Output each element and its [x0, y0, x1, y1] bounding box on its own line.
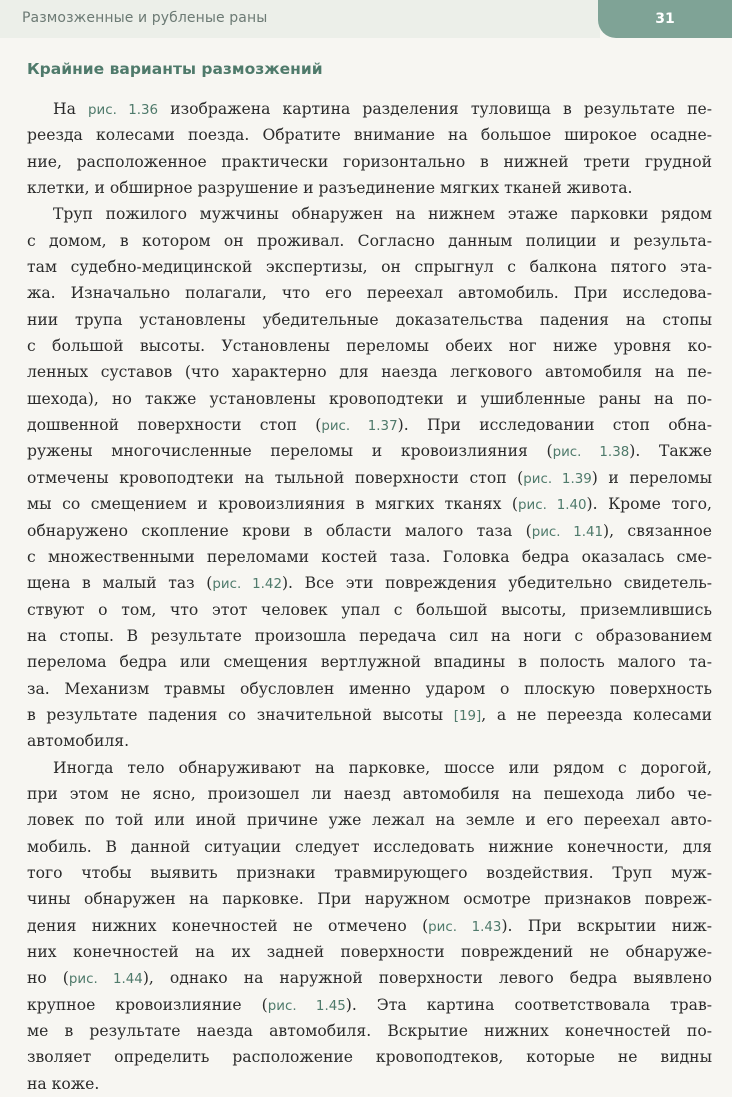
- text-line: [27, 228, 712, 254]
- text-line: [27, 834, 712, 860]
- text-line: [27, 913, 712, 939]
- text-segment: мобиль. В данной ситуации следует исследовать нижние конечности, для: [27, 837, 712, 856]
- text-line: [27, 149, 712, 175]
- text-segment: ). При вскрытии ниж-: [501, 916, 712, 935]
- figure-reference: рис. 1.38: [552, 445, 630, 461]
- text-segment: ствуют о том, что этот человек упал с большой высоты, приземлившись: [27, 600, 712, 619]
- text-segment: ленных суставов (что характерно для наезда легкового автомобиля на пе-: [27, 363, 712, 382]
- figure-reference: рис. 1.43: [428, 919, 502, 935]
- text-segment: за. Механизм травмы обусловлен именно ударом о плоскую поверхность: [27, 679, 712, 698]
- section-heading: Крайние варианты размозжений: [27, 60, 323, 78]
- text-line: [27, 359, 712, 385]
- text-segment: ) и переломы: [591, 468, 712, 487]
- text-line: [27, 886, 712, 912]
- text-line: [27, 965, 712, 991]
- text-line: [27, 1044, 712, 1070]
- text-segment: мы со смещением и кровоизлияния в мягких тканях (: [27, 495, 519, 514]
- text-segment: ). Также: [629, 442, 712, 461]
- text-line: [27, 518, 712, 544]
- text-segment: ), связанное: [603, 521, 712, 540]
- figure-reference: рис. 1.36: [88, 103, 159, 118]
- text-line: [27, 333, 712, 359]
- text-segment: изображена картина разделения туловища в результате пе-: [158, 100, 712, 118]
- text-segment: крупное кровоизлияние (: [27, 995, 268, 1014]
- text-segment: ме в результате наезда автомобиля. Вскрытие нижних конечностей по-: [27, 1022, 712, 1041]
- figure-reference: рис. 1.39: [523, 471, 592, 487]
- text-segment: реезда колесами поезда. Обратите внимание на большое широкое осадне-: [27, 126, 712, 145]
- text-segment: ). Все эти повреждения убедительно свидетель-: [281, 574, 712, 593]
- text-line: [27, 728, 712, 754]
- page-number-tab: [598, 0, 732, 38]
- text-segment: с большой высоты. Установлены переломы обеих ног ниже уровня ко-: [27, 337, 712, 356]
- text-segment: дошвенной поверхности стоп (: [27, 416, 322, 435]
- text-segment: нии трупа установлены убедительные доказательства падения на стопы: [27, 310, 712, 329]
- text-segment: перелома бедра или смещения вертлужной впадины в полость малого та-: [27, 653, 712, 672]
- text-segment: на коже.: [27, 1074, 100, 1093]
- text-segment: шехода), но также установлены кровоподтеки и ушибленные раны на по-: [27, 389, 712, 408]
- text-line: [27, 649, 712, 675]
- text-line: [27, 491, 712, 517]
- text-line: [27, 386, 712, 412]
- text-segment: автомобиля.: [27, 732, 130, 751]
- text-segment: с множественными переломами костей таза. Головка бедра оказалась сме-: [27, 547, 712, 566]
- text-segment: зволяет определить расположение кровоподтеков, которые не видны: [27, 1048, 712, 1067]
- text-segment: ), однако на наружной поверхности левого бедра выявлено: [142, 969, 712, 988]
- text-segment: ). При исследовании стоп обна-: [397, 416, 712, 435]
- text-line: [27, 254, 712, 280]
- page-number: 31: [655, 11, 675, 27]
- text-line: [27, 465, 712, 491]
- text-segment: Труп пожилого мужчины обнаружен на нижнем этаже парковки рядом: [53, 205, 712, 224]
- text-line: [27, 755, 712, 781]
- figure-reference: рис. 1.45: [267, 998, 346, 1014]
- figure-reference: рис. 1.37: [321, 419, 398, 435]
- text-line: [27, 280, 712, 306]
- figure-reference: рис. 1.41: [531, 524, 604, 540]
- text-segment: в результате падения со значительной высоты: [27, 705, 454, 724]
- text-segment: того чтобы выявить признаки травмирующего воздействия. Труп муж-: [27, 863, 712, 882]
- figure-reference: рис. 1.42: [212, 577, 282, 593]
- figure-reference: рис. 1.40: [518, 498, 587, 514]
- figure-reference: [19]: [453, 708, 482, 724]
- text-segment: чины обнаружен на парковке. При наружном осмотре признаков повреж-: [27, 890, 712, 909]
- running-header: [0, 0, 600, 38]
- text-segment: жа. Изначально полагали, что его переехал автомобиль. При исследова-: [27, 284, 712, 303]
- text-line: [27, 702, 712, 728]
- text-segment: них конечностей на их задней поверхности повреждений не обнаруже-: [27, 943, 712, 961]
- text-line: [27, 1071, 712, 1097]
- text-line: [27, 676, 712, 702]
- text-segment: ружены многочисленные переломы и кровоизлияния (: [27, 442, 553, 461]
- text-segment: ние, расположенное практически горизонтально в нижней трети грудной: [27, 152, 712, 171]
- text-segment: дения нижних конечностей не отмечено (: [27, 916, 429, 935]
- text-line: [27, 175, 712, 201]
- text-line: [27, 623, 712, 649]
- text-segment: , а не переезда колесами: [481, 705, 712, 724]
- text-line: [27, 122, 712, 148]
- text-segment: отмечены кровоподтеки на тыльной поверхности стоп (: [27, 468, 524, 487]
- text-segment: там судебно-медицинской экспертизы, он спрыгнул с балкона пятого эта-: [27, 258, 712, 277]
- text-line: [27, 1018, 712, 1044]
- text-line: [27, 939, 712, 965]
- figure-reference: рис. 1.44: [68, 972, 143, 988]
- text-line: [27, 412, 712, 438]
- text-segment: щена в малый таз (: [27, 574, 213, 593]
- text-line: [27, 807, 712, 833]
- text-line: [27, 544, 712, 570]
- text-line: [27, 860, 712, 886]
- text-segment: но (: [27, 969, 69, 988]
- text-segment: клетки, и обширное разрушение и разъединение мягких тканей живота.: [27, 179, 633, 198]
- text-segment: на стопы. В результате произошла передача сил на ноги с образованием: [27, 626, 712, 645]
- text-segment: с домом, в котором он проживал. Согласно данным полиции и результа-: [27, 231, 712, 250]
- text-line: [27, 201, 712, 227]
- text-line: [27, 597, 712, 623]
- text-segment: ). Эта картина соответствовала трав-: [345, 995, 712, 1014]
- text-segment: ловек по той или иной причине уже лежал на земле и его переехал авто-: [27, 811, 712, 830]
- text-segment: ). Кроме того,: [586, 495, 712, 514]
- text-segment: при этом не ясно, произошел ли наезд автомобиля на пешехода либо че-: [27, 784, 712, 803]
- text-line: [27, 307, 712, 333]
- text-segment: Иногда тело обнаруживают на парковке, шоссе или рядом с дорогой,: [53, 758, 712, 777]
- text-segment: На: [53, 100, 89, 118]
- running-title: Размозженные и рубленые раны: [22, 10, 268, 26]
- text-segment: обнаружено скопление крови в области малого таза (: [27, 521, 532, 540]
- text-line: [27, 781, 712, 807]
- text-line: [27, 570, 712, 596]
- text-line: [27, 992, 712, 1018]
- text-line: [27, 96, 712, 122]
- text-line: [27, 438, 712, 464]
- body-text: [27, 96, 712, 1097]
